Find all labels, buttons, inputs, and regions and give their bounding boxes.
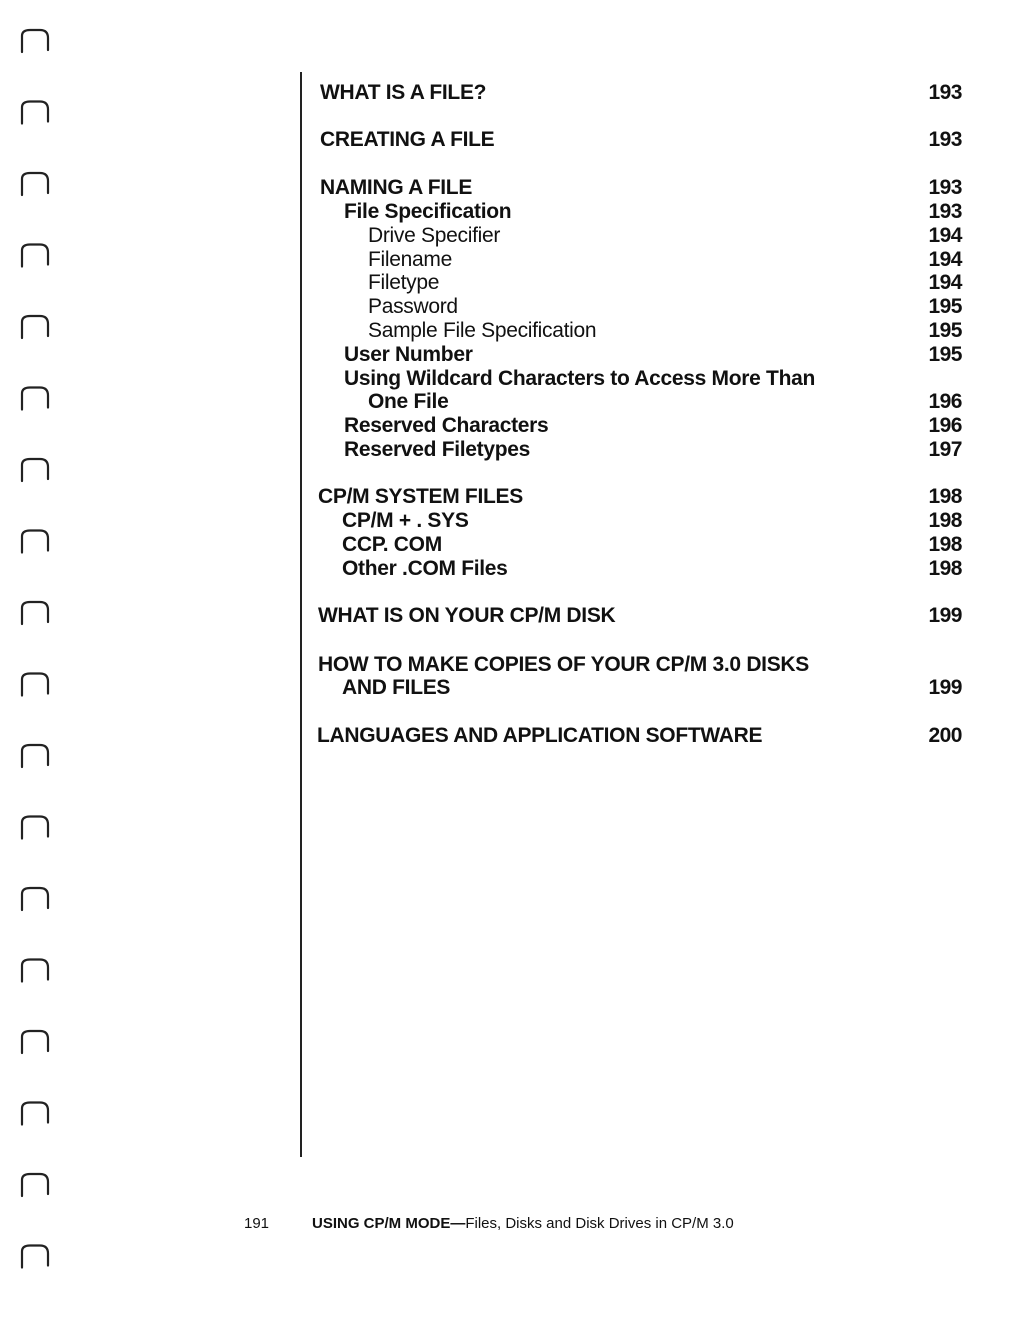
binding-ring bbox=[22, 1031, 48, 1053]
toc-entry bbox=[0, 556, 1036, 582]
binding-ring bbox=[22, 1246, 48, 1268]
toc-entry bbox=[0, 413, 1036, 439]
toc-entry bbox=[0, 342, 1036, 368]
toc-entry-page: 198 bbox=[928, 557, 962, 580]
running-head-rest: Files, Disks and Disk Drives in CP/M 3.0 bbox=[465, 1215, 734, 1232]
toc-entry-page: 199 bbox=[928, 604, 962, 627]
toc-entry-title: CCP. COM bbox=[342, 533, 442, 556]
toc-entry-title: WHAT IS ON YOUR CP/M DISK bbox=[318, 604, 616, 627]
toc-entry bbox=[0, 484, 1036, 510]
binding-ring bbox=[22, 1174, 48, 1196]
running-head-dash: — bbox=[450, 1215, 466, 1232]
toc-entry bbox=[0, 318, 1036, 344]
toc-entry-title: Drive Specifier bbox=[368, 224, 501, 247]
toc-entry-page: 193 bbox=[928, 81, 962, 104]
toc-entry-page: 199 bbox=[928, 676, 962, 699]
toc-entry bbox=[0, 175, 1036, 201]
toc-entry-page: 196 bbox=[928, 390, 962, 413]
toc-entry bbox=[0, 294, 1036, 320]
toc-entry bbox=[0, 675, 1036, 701]
toc-entry-title: File Specification bbox=[344, 200, 512, 223]
toc-entry bbox=[0, 270, 1036, 296]
toc-entry bbox=[0, 508, 1036, 534]
toc-entry bbox=[0, 603, 1036, 629]
toc-entry-page: 193 bbox=[928, 128, 962, 151]
toc-entry-title: Filetype bbox=[368, 271, 440, 294]
toc-entry-title: Password bbox=[368, 295, 458, 318]
page-footer bbox=[0, 1212, 1036, 1236]
toc-entry-page: 195 bbox=[928, 343, 962, 366]
toc-entry-page: 195 bbox=[928, 295, 962, 318]
toc-entry-page: 194 bbox=[928, 248, 962, 271]
toc-entry-title: AND FILES bbox=[342, 676, 451, 699]
toc-entry-title: HOW TO MAKE COPIES OF YOUR CP/M 3.0 DISKS bbox=[318, 653, 809, 676]
toc-entry-page: 195 bbox=[928, 319, 962, 342]
page-number: 191 bbox=[244, 1215, 270, 1232]
toc-entry-page: 200 bbox=[928, 724, 962, 747]
toc-entry bbox=[0, 199, 1036, 225]
toc-entry-title: User Number bbox=[344, 343, 473, 366]
toc-entry-page: 197 bbox=[928, 438, 962, 461]
toc-entry bbox=[0, 389, 1036, 415]
toc-entry-title: Sample File Specification bbox=[368, 319, 597, 342]
binding-ring bbox=[22, 960, 48, 982]
toc-entry-page: 198 bbox=[928, 509, 962, 532]
toc-entry-title: Reserved Filetypes bbox=[344, 438, 531, 461]
toc-entry-title: CREATING A FILE bbox=[320, 128, 495, 151]
binding-ring bbox=[22, 1103, 48, 1125]
toc-entry bbox=[0, 723, 1036, 749]
toc-entry-page: 198 bbox=[928, 533, 962, 556]
toc-entry-title: Reserved Characters bbox=[344, 414, 549, 437]
toc-entry-page: 198 bbox=[928, 485, 962, 508]
toc-entry-title: Other .COM Files bbox=[342, 557, 508, 580]
toc-entry-page: 193 bbox=[928, 200, 962, 223]
toc-entry bbox=[0, 80, 1036, 106]
binding-ring bbox=[22, 888, 48, 910]
toc-entry-title: Filename bbox=[368, 248, 452, 271]
toc-entry-title: Using Wildcard Characters to Access More Than bbox=[344, 367, 815, 390]
toc-entry bbox=[0, 223, 1036, 249]
toc-entry-page: 193 bbox=[928, 176, 962, 199]
running-head bbox=[312, 1212, 734, 1236]
running-head-bold: USING CP/M MODE bbox=[312, 1215, 451, 1232]
toc-entry-title: CP/M SYSTEM FILES bbox=[318, 485, 523, 508]
toc-entry bbox=[0, 437, 1036, 463]
toc-entry-page: 196 bbox=[928, 414, 962, 437]
binding-ring bbox=[22, 817, 48, 839]
toc-entry-title: LANGUAGES AND APPLICATION SOFTWARE bbox=[317, 724, 763, 747]
toc-entry-page: 194 bbox=[928, 271, 962, 294]
toc-entry bbox=[0, 532, 1036, 558]
toc-entry-title: One File bbox=[368, 390, 449, 413]
toc-entry bbox=[0, 127, 1036, 153]
toc-entry-page: 194 bbox=[928, 224, 962, 247]
toc-entry-title: CP/M + . SYS bbox=[342, 509, 469, 532]
toc-entry-title: WHAT IS A FILE? bbox=[320, 81, 487, 104]
binding-ring bbox=[22, 30, 48, 52]
toc-entry-title: NAMING A FILE bbox=[320, 176, 473, 199]
